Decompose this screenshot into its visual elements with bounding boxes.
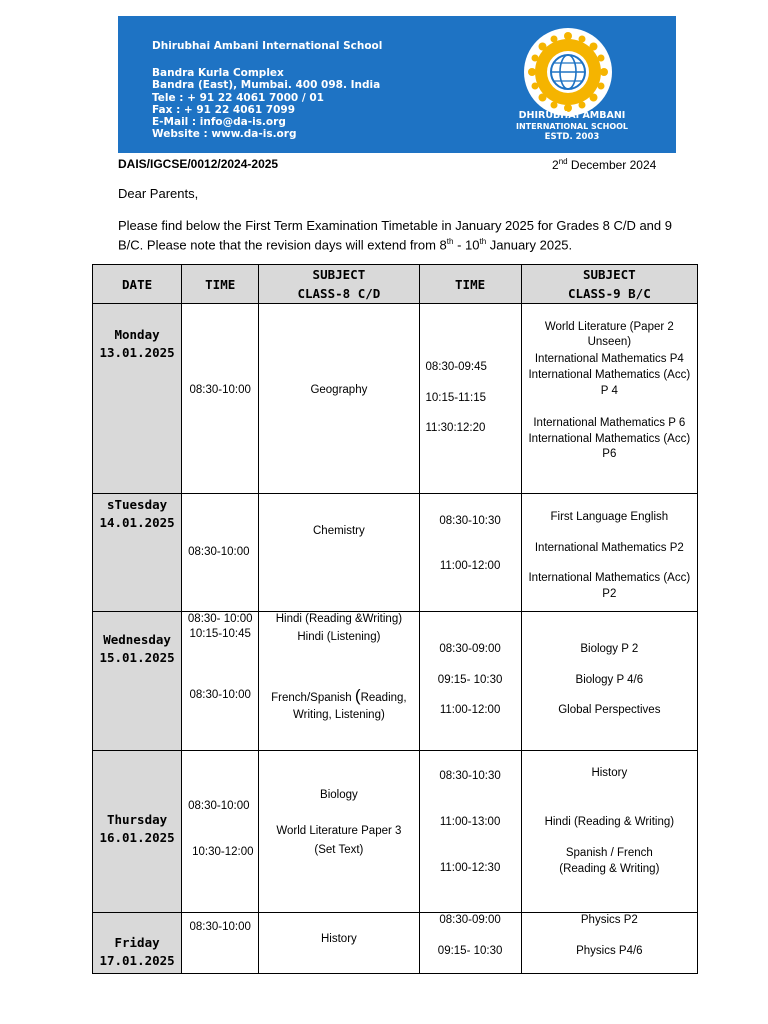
subject-class9-cell <box>521 612 697 751</box>
table-header-row <box>93 265 698 304</box>
subject-entry: International Mathematics (Acc) <box>528 369 691 381</box>
time-slot: 09:15- 10:30 <box>437 945 503 957</box>
table-row <box>93 494 698 612</box>
intro-text-b: - 10 <box>453 237 480 253</box>
time-slot: 10:30-12:00 <box>192 846 254 858</box>
subject-class8-cell <box>259 751 419 913</box>
day-date: 15.01.2025 <box>99 650 175 665</box>
subject-entry: International Mathematics P4 <box>534 353 684 365</box>
subject-entry: International Mathematics P2 <box>534 542 684 554</box>
day-name: Wednesday <box>103 632 171 647</box>
intro-sup-1: th <box>446 237 454 246</box>
day-date: 17.01.2025 <box>99 953 175 968</box>
subject-text: Reading, <box>360 692 407 704</box>
time-class9-cell <box>419 913 521 974</box>
school-logo-icon <box>522 26 614 118</box>
time-slot: 08:30-09:00 <box>439 643 501 655</box>
school-contact-block <box>152 40 382 140</box>
time-slot: 11:00-12:30 <box>439 862 501 874</box>
subject-entry: Global Perspectives <box>558 704 661 716</box>
subject-entry: First Language English <box>550 511 669 523</box>
school-name: Dhirubhai Ambani International School <box>152 40 383 52</box>
time-class8-cell <box>182 304 259 494</box>
header-time-class9: TIME <box>419 265 521 304</box>
subject-entry: Writing, Listening) <box>292 709 385 721</box>
logo-name-line-1: DHIRUBHAI AMBANI <box>518 110 626 121</box>
subject-entry: P6 <box>602 448 617 460</box>
time-slot: 11:00-12:00 <box>439 704 501 716</box>
date-month-year: December 2024 <box>567 158 657 172</box>
table-row <box>93 751 698 913</box>
header-time-class8: TIME <box>182 265 259 304</box>
website: Website : www.da-is.org <box>152 128 297 141</box>
time-slot: 09:15- 10:30 <box>437 674 503 686</box>
day-cell <box>93 304 182 494</box>
intro-text-a: Please find below the First Term Examination Timetable in January 2025 for Grades 8 C/D and 9 B/C. Please note that the revision days will extend from 8 <box>118 218 672 253</box>
header-subject-class9 <box>521 265 697 304</box>
time-class9-cell <box>419 494 521 612</box>
intro-sup-2: th <box>479 237 487 246</box>
time-class9-cell <box>419 304 521 494</box>
subject-entry: (Reading & Writing) <box>559 863 660 875</box>
intro-paragraph <box>118 218 688 253</box>
date-suffix: nd <box>558 157 568 166</box>
subject-entry: Chemistry <box>313 525 365 537</box>
telephone: Tele : + 91 22 4061 7000 / 01 <box>152 91 324 104</box>
address-line-2: Bandra (East), Mumbai. 400 098. India <box>152 79 381 92</box>
letter-date <box>552 157 656 172</box>
day-name: Thursday <box>106 812 168 827</box>
day-cell <box>93 751 182 913</box>
header-subject-class8 <box>259 265 419 304</box>
table-row <box>93 612 698 751</box>
subject-entry: Hindi (Reading &Writing) <box>275 613 403 625</box>
time-slot: 10:15-11:15 <box>425 392 487 404</box>
time-slot: 08:30-10:30 <box>439 515 501 527</box>
time-class8-cell <box>182 913 259 974</box>
fax: Fax : + 91 22 4061 7099 <box>152 103 296 116</box>
subject-entry: Hindi (Reading & Writing) <box>544 816 675 828</box>
time-slot: 08:30-10:00 <box>189 384 251 396</box>
time-class9-cell <box>419 751 521 913</box>
logo-name-line-2: INTERNATIONAL SCHOOL <box>515 122 629 131</box>
time-slot: 11:00-13:00 <box>439 816 501 828</box>
time-slot: 08:30- 10:00 <box>187 613 253 625</box>
subject-entry: Hindi (Listening) <box>297 631 381 643</box>
subject-class9-cell <box>521 751 697 913</box>
subject-entry: Physics P2 <box>580 914 638 926</box>
subject-entry: (Set Text) <box>314 844 364 856</box>
header-subject9-line2: CLASS-9 B/C <box>567 286 651 301</box>
time-class8-cell <box>182 751 259 913</box>
day-cell <box>93 612 182 751</box>
subject-entry: World Literature Paper 3 <box>276 825 402 837</box>
address-line-1: Bandra Kurla Complex <box>152 67 284 80</box>
time-slot: 10:15-10:45 <box>189 628 251 640</box>
subject-entry: Geography <box>310 384 368 396</box>
subject-class8-cell <box>259 612 419 751</box>
subject-entry <box>259 688 418 706</box>
header-subject8-line2: CLASS-8 C/D <box>297 286 381 301</box>
time-slot: 11:30:12:20 <box>425 422 486 434</box>
subject-text: French/Spanish <box>271 692 355 704</box>
email: E-Mail : info@da-is.org <box>152 116 286 129</box>
subject-entry: Biology <box>320 789 358 801</box>
day-name: Monday <box>114 327 160 342</box>
logo-established: ESTD. 2003 <box>544 132 600 142</box>
subject-entry: Physics P4/6 <box>576 945 643 957</box>
table-row <box>93 913 698 974</box>
time-slot: 08:30-09:45 <box>425 361 487 373</box>
exam-timetable <box>92 264 698 974</box>
subject-entry: International Mathematics (Acc) <box>528 433 691 445</box>
subject-class8-cell <box>259 913 419 974</box>
time-slot: 08:30-09:00 <box>439 914 501 926</box>
greeting: Dear Parents, <box>118 186 199 201</box>
time-slot: 08:30-10:30 <box>439 770 501 782</box>
time-slot: 08:30-10:00 <box>188 546 250 558</box>
table-row <box>93 304 698 494</box>
subject-class9-cell <box>521 304 697 494</box>
reference-number: DAIS/IGCSE/0012/2024-2025 <box>118 157 279 171</box>
intro-text-c: January 2025. <box>486 237 573 253</box>
subject-entry: Biology P 4/6 <box>575 674 644 686</box>
subject-entry: International Mathematics P 6 <box>533 417 686 429</box>
time-class8-cell <box>182 494 259 612</box>
date-day: 2 <box>552 158 559 172</box>
time-slot: 08:30-10:00 <box>189 689 251 701</box>
subject-entry: Biology P 2 <box>580 643 639 655</box>
day-date: 16.01.2025 <box>99 830 175 845</box>
bracket-glyph: ( <box>354 686 361 705</box>
day-name: sTuesday <box>106 497 168 512</box>
subject-entry: History <box>321 933 357 945</box>
day-name: Friday <box>114 935 160 950</box>
day-date: 14.01.2025 <box>99 515 175 530</box>
header-date: DATE <box>93 265 182 304</box>
time-slot: 08:30-10:00 <box>189 921 251 933</box>
day-cell <box>93 494 182 612</box>
day-date: 13.01.2025 <box>99 345 175 360</box>
subject-entry: International Mathematics (Acc) <box>528 572 691 584</box>
subject-class9-cell <box>521 494 697 612</box>
subject-class8-cell <box>259 304 419 494</box>
day-cell <box>93 913 182 974</box>
subject-entry: World Literature (Paper 2 Unseen) <box>544 321 674 348</box>
letterhead-banner <box>118 16 676 153</box>
subject-entry: P2 <box>602 588 617 600</box>
subject-class9-cell <box>521 913 697 974</box>
time-class9-cell <box>419 612 521 751</box>
subject-entry: Spanish / French <box>565 847 653 859</box>
time-slot: 11:00-12:00 <box>439 560 501 572</box>
header-subject9-line1: SUBJECT <box>582 267 636 282</box>
time-slot: 08:30-10:00 <box>188 800 250 812</box>
logo-wordmark <box>514 110 630 142</box>
subject-entry: P 4 <box>600 385 618 397</box>
time-class8-cell <box>182 612 259 751</box>
header-subject8-line1: SUBJECT <box>312 267 366 282</box>
subject-class8-cell <box>259 494 419 612</box>
subject-entry: History <box>591 767 628 779</box>
